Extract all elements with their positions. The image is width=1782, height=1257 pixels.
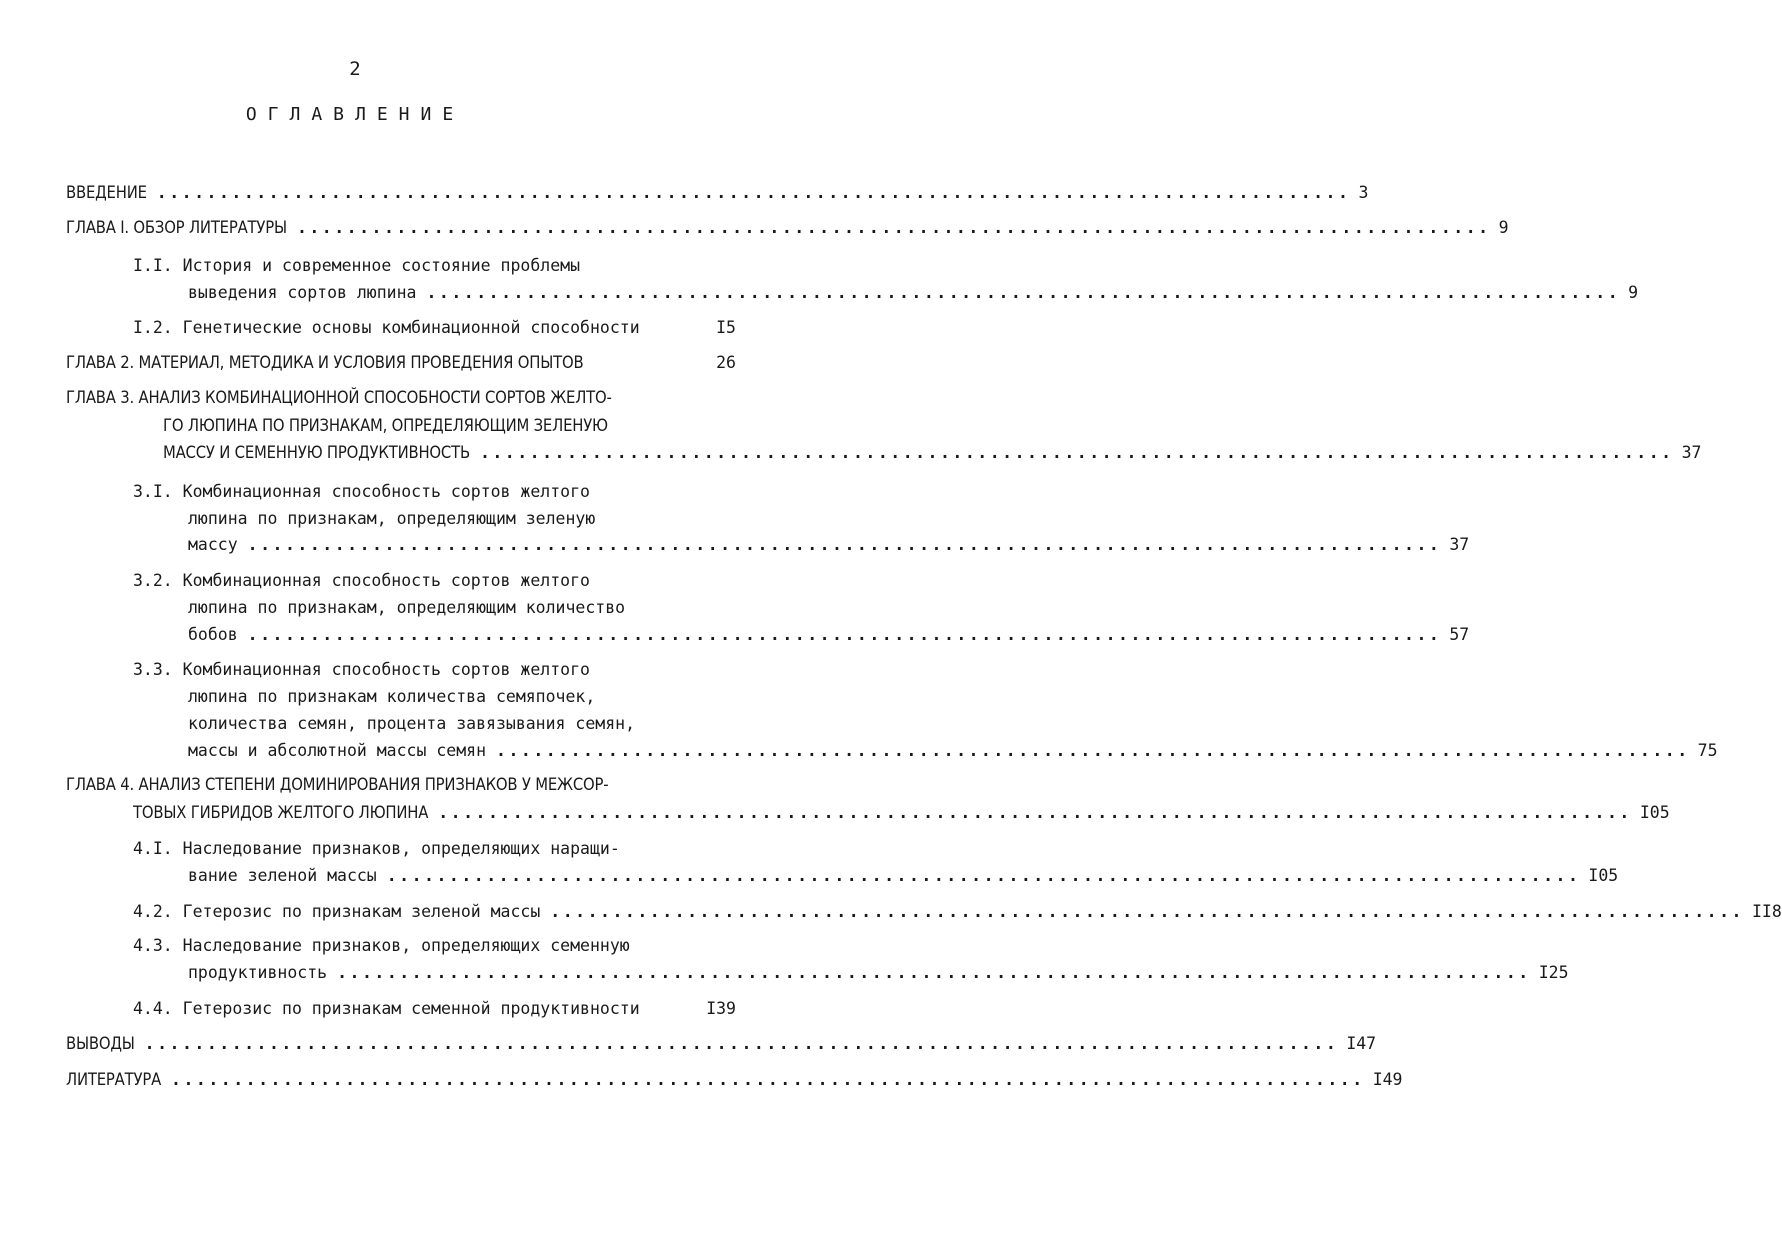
- toc-entry-line: [188, 711, 635, 737]
- toc-entry-line: [133, 933, 630, 959]
- toc-entry-text: I.2. Генетические основы комбинационной способности: [133, 318, 640, 337]
- toc-entry-text: МАССУ И СЕМЕННУЮ ПРОДУКТИВНОСТЬ: [163, 443, 470, 462]
- toc-page-number: I05: [1639, 803, 1670, 822]
- toc-entry-text: количества семян, процента завязывания семян,: [188, 714, 636, 733]
- toc-entry-line-last: [133, 800, 1670, 826]
- toc-entry-text: ТОВЫХ ГИБРИДОВ ЖЕЛТОГО ЛЮПИНА: [133, 803, 429, 822]
- toc-entry-text: ГЛАВА 4. АНАЛИЗ СТЕПЕНИ ДОМИНИРОВАНИЯ ПРИЗНАКОВ У МЕЖСОР-: [66, 775, 609, 794]
- toc-entry-line-last: [188, 532, 1470, 558]
- toc-leader-dots: ................................................................................................: [479, 443, 1674, 462]
- toc-entry-line-last: [188, 280, 1639, 306]
- toc-leader-dots: ................................................................................................: [337, 963, 1531, 982]
- toc-entry-text: ЛИТЕРАТУРА: [66, 1070, 162, 1089]
- toc-entry-text: 4.I. Наследование признаков, определяющих наращи-: [133, 839, 620, 858]
- toc-page-number: 57: [1449, 625, 1470, 644]
- toc-entry-text: ВВЕДЕНИЕ: [66, 183, 147, 202]
- page-title: ОГЛАВЛЕНИЕ: [245, 104, 465, 125]
- toc-leader-dots: ................................................................................................: [438, 803, 1632, 822]
- toc-leader-dots: ................................................................................................: [296, 218, 1491, 237]
- toc-entry-line: [133, 253, 580, 279]
- toc-page-number: II8: [1751, 902, 1782, 921]
- toc-page-number: 37: [1681, 443, 1702, 462]
- toc-entry-line-last: [66, 1031, 1377, 1057]
- toc-entry-text: 4.3. Наследование признаков, определяющих семенную: [133, 936, 630, 955]
- toc-entry-text: люпина по признакам, определяющим зеленую: [188, 509, 596, 528]
- toc-entry-line: [66, 385, 612, 411]
- toc-leader-dots: ................................................................................................: [144, 1034, 1339, 1053]
- toc-entry-text: люпина по признакам, определяющим количество: [188, 598, 626, 617]
- toc-entry-text: 3.I. Комбинационная способность сортов желтого: [133, 482, 590, 501]
- toc-entry-line: [188, 684, 595, 710]
- toc-page-number: 9: [1498, 218, 1509, 237]
- toc-entry-text: ВЫВОДЫ: [66, 1034, 135, 1053]
- toc-page-number: 75: [1697, 741, 1718, 760]
- toc-leader-dots: ................................................................................................: [156, 183, 1351, 202]
- toc-entry-text: ГЛАВА 2. МАТЕРИАЛ, МЕТОДИКА И УСЛОВИЯ ПРОВЕДЕНИЯ ОПЫТОВ: [66, 353, 584, 372]
- toc-entry-line-last: [133, 996, 736, 1022]
- toc-entry-line: [133, 836, 620, 862]
- toc-entry-line: [188, 595, 625, 621]
- toc-entry-line-last: [66, 350, 736, 376]
- toc-page-number: I05: [1588, 866, 1619, 885]
- toc-entry-line: [133, 568, 590, 594]
- toc-page-number: 26: [716, 353, 736, 372]
- toc-entry-text: ГЛАВА 3. АНАЛИЗ КОМБИНАЦИОННОЙ СПОСОБНОСТИ СОРТОВ ЖЕЛТО-: [66, 388, 612, 407]
- toc-entry-line: [133, 657, 590, 683]
- toc-leader-dots: ................................................................................................: [247, 625, 1442, 644]
- page-number: 2: [349, 58, 361, 80]
- toc-leader-dots: ................................................................................................: [247, 535, 1442, 554]
- toc-entry-line: [163, 413, 608, 439]
- toc-page-number: I47: [1346, 1034, 1377, 1053]
- toc-entry-line: [188, 506, 595, 532]
- toc-entry-text: массы и абсолютной массы семян: [188, 741, 487, 760]
- toc-entry-line-last: [66, 215, 1509, 241]
- toc-entry-line-last: [188, 738, 1718, 764]
- toc-page-number: I25: [1538, 963, 1569, 982]
- toc-entry-text: вание зеленой массы: [188, 866, 377, 885]
- toc-page-number: 9: [1628, 283, 1639, 302]
- toc-entry-line-last: [133, 899, 1782, 925]
- toc-page-number: I39: [706, 999, 736, 1018]
- toc-entry-text: 4.2. Гетерозис по признакам зеленой массы: [133, 902, 541, 921]
- toc-entry-line-last: [188, 863, 1619, 889]
- toc-entry-line: [66, 772, 608, 798]
- toc-page-number: 3: [1358, 183, 1369, 202]
- toc-entry-line: [133, 479, 590, 505]
- toc-entry-line-last: [66, 1067, 1403, 1093]
- toc-entry-line-last: [163, 440, 1702, 466]
- toc-entry-line-last: [133, 315, 736, 341]
- toc-entry-text: 3.2. Комбинационная способность сортов желтого: [133, 571, 590, 590]
- toc-entry-text: ГО ЛЮПИНА ПО ПРИЗНАКАМ, ОПРЕДЕЛЯЮЩИМ ЗЕЛЕНУЮ: [163, 416, 608, 435]
- toc-leader-dots: ................................................................................................: [386, 866, 1581, 885]
- toc-leader-dots: ................................................................................................: [550, 902, 1744, 921]
- toc-entry-text: I.I. История и современное состояние проблемы: [133, 256, 581, 275]
- toc-entry-text: продуктивность: [188, 963, 328, 982]
- toc-entry-text: 3.3. Комбинационная способность сортов желтого: [133, 660, 590, 679]
- toc-entry-text: бобов: [188, 625, 238, 644]
- toc-leader-dots: ................................................................................................: [496, 741, 1690, 760]
- toc-page-number: I49: [1372, 1070, 1403, 1089]
- toc-entry-line-last: [66, 180, 1369, 206]
- toc-leader-dots: ................................................................................................: [426, 283, 1621, 302]
- toc-leader-dots: ................................................................................................: [171, 1070, 1365, 1089]
- toc-page-number: I5: [716, 318, 736, 337]
- toc-entry-text: ГЛАВА I. ОБЗОР ЛИТЕРАТУРЫ: [66, 218, 287, 237]
- toc-entry-text: выведения сортов люпина: [188, 283, 417, 302]
- toc-entry-line-last: [188, 960, 1569, 986]
- toc-entry-line-last: [188, 622, 1470, 648]
- toc-entry-text: люпина по признакам количества семяпочек,: [188, 687, 596, 706]
- toc-entry-text: массу: [188, 535, 238, 554]
- toc-entry-text: 4.4. Гетерозис по признакам семенной продуктивности: [133, 999, 640, 1018]
- toc-page-number: 37: [1449, 535, 1470, 554]
